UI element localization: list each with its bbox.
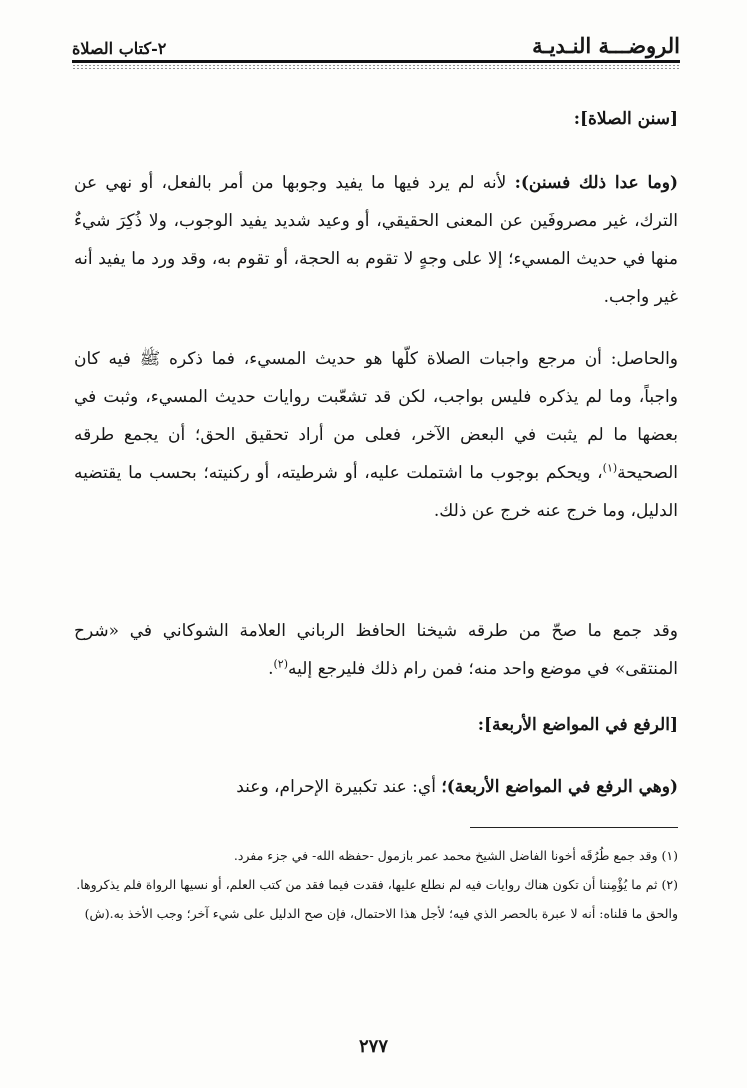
footnote-ref-2[interactable]: (٢) bbox=[273, 657, 289, 671]
paragraph-conclusion bbox=[74, 340, 678, 530]
paragraph-text: أي: عند تكبيرة الإحرام، وعند bbox=[236, 777, 442, 797]
chapter-title: ٢-كتاب الصلاة bbox=[72, 39, 167, 58]
paragraph-lead: (وهي الرفع في المواضع الأربعة)؛ bbox=[441, 777, 678, 797]
paragraph-shawkani bbox=[74, 612, 678, 688]
paragraph-text: ، ويحكم بوجوب ما اشتملت عليه، أو شرطيته، أو ركنيته؛ بحسب ما يقتضيه الدليل، وما خرج عنه خرج عن ذلك. bbox=[74, 463, 678, 521]
paragraph-text: . bbox=[268, 659, 274, 679]
footnote-2: (٢) ثم ما يُؤْمِننا أن تكون هناك روايات فيه لم نطلع عليها، فقدت فيما فقد من كتب العلم، أو نسيها الرواة فلم يذكروها. bbox=[76, 877, 678, 892]
footnote-1: (١) وقد جمع طُرُقَه أخونا الفاضل الشيخ محمد عمر بازمول -حفظه الله- في جزء مفرد. bbox=[233, 848, 678, 863]
running-header bbox=[72, 26, 680, 58]
footnote-2-continued: والحق ما قلناه: أنه لا عبرة بالحصر الذي فيه؛ لأجل هذا الاحتمال، فإن صح الدليل على شيء آخر؛ وجب الأخذ به.(ش) bbox=[84, 906, 678, 921]
footnote-ref-1[interactable]: (١) bbox=[602, 461, 618, 475]
paragraph-text: والحاصل: أن مرجع واجبات الصلاة كلّها هو حديث المسيء، فما ذكره ﷺ فيه كان واجباً، وما لم يذكره فليس بواجب، لكن قد تشعّبت روايات حديث المسيء، وثبت في بعضها ما لم يثبت في البعض الآخر، فعلى من أراد تحقيق الحق؛ أن يجمع طرقه الصحيحة bbox=[74, 349, 678, 483]
paragraph-sunan bbox=[74, 164, 678, 316]
paragraph-lead: (وما عدا ذلك فسنن): bbox=[514, 173, 678, 193]
page-number: ٢٧٧ bbox=[358, 1036, 388, 1057]
header-dotted-rule bbox=[72, 64, 680, 70]
section-heading-sunan: [سنن الصلاة]: bbox=[573, 109, 678, 129]
footnote-separator bbox=[470, 827, 678, 828]
section-heading-raf: [الرفع في المواضع الأربعة]: bbox=[477, 715, 678, 735]
book-title: الروضـــة النـديـة bbox=[532, 33, 680, 58]
paragraph-text: وقد جمع ما صحّ من طرقه شيخنا الحافظ الرباني العلامة الشوكاني في «شرح المنتقى» في موضع واحد منه؛ فمن رام ذلك فليرجع إليه bbox=[74, 621, 678, 679]
paragraph-text: لأنه لم يرد فيها ما يفيد وجوبها من أمر بالفعل، أو نهي عن الترك، غير مصروفَين عن المعنى الحقيقي، أو وعيد شديد يفيد الوجوب، ولا ذُكِرَ شيءٌ منها في حديث المسيء؛ إلا على وجهٍ لا تقوم به الحجة، أو تقوم به، وقد ورد ما يفيد أنه غير واجب. bbox=[74, 173, 678, 307]
footnotes bbox=[74, 843, 678, 930]
paragraph-raf bbox=[74, 768, 678, 806]
header-rule bbox=[72, 60, 680, 63]
